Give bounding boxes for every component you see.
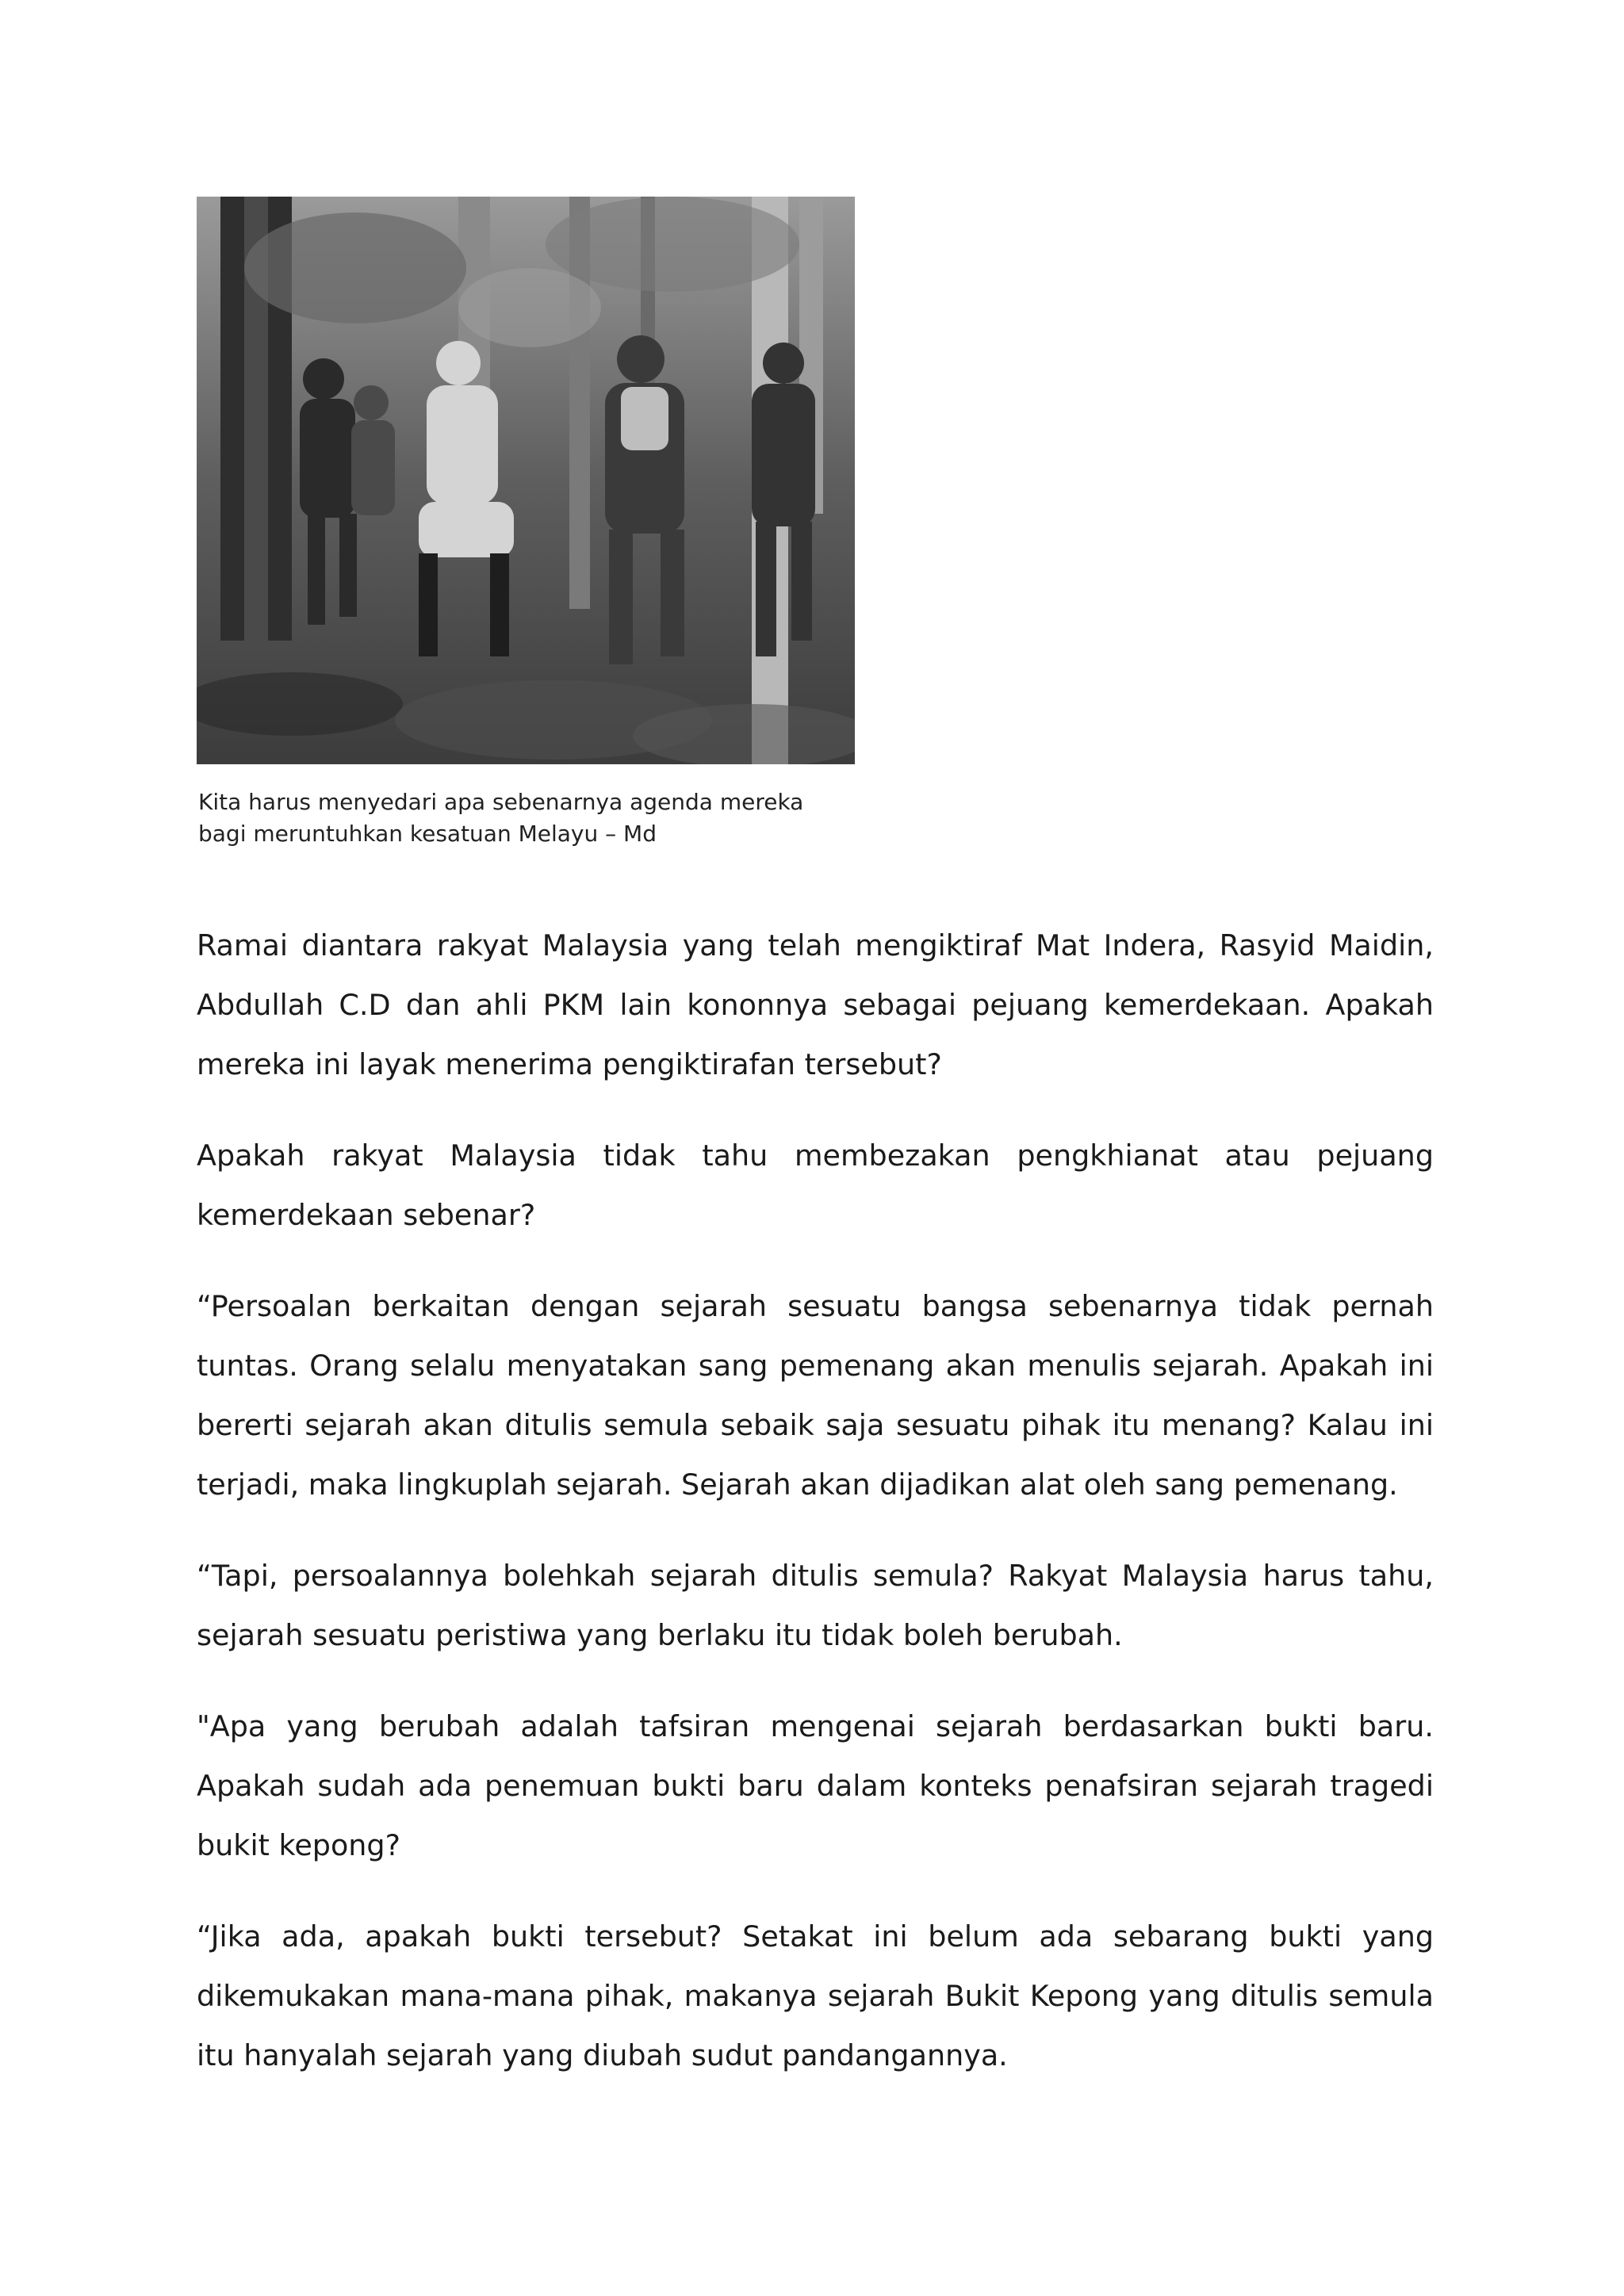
forest-soldiers-photo-icon xyxy=(197,197,855,764)
photo-caption xyxy=(198,786,912,850)
news-photo xyxy=(197,197,855,764)
article-paragraph-2: Apakah rakyat Malaysia tidak tahu membezakan pengkhianat atau pejuang kemerdekaan sebenar? xyxy=(197,1138,1434,1232)
article-paragraph-5: "Apa yang berubah adalah tafsiran mengenai sejarah berdasarkan bukti baru. Apakah sudah ada penemuan bukti baru dalam konteks penafsiran sejarah tragedi bukit kepong? xyxy=(197,1709,1434,1862)
caption-line-2: bagi meruntuhkan kesatuan Melayu – Md xyxy=(198,821,657,847)
article-paragraph-6: “Jika ada, apakah bukti tersebut? Setakat ini belum ada sebarang bukti yang dikemukakan mana-mana pihak, makanya sejarah Bukit Kepong yang ditulis semula itu hanyalah sejarah yang diubah sudut pandangannya. xyxy=(197,1919,1434,2072)
article-paragraph-4: “Tapi, persoalannya bolehkah sejarah ditulis semula? Rakyat Malaysia harus tahu, sejarah sesuatu peristiwa yang berlaku itu tidak boleh berubah. xyxy=(197,1559,1434,1652)
article-paragraph-3: “Persoalan berkaitan dengan sejarah sesuatu bangsa sebenarnya tidak pernah tuntas. Orang selalu menyatakan sang pemenang akan menulis sejarah. Apakah ini bererti sejarah akan ditulis semula sebaik saja sesuatu pihak itu menang? Kalau ini terjadi, maka lingkuplah sejarah. Sejarah akan dijadikan alat oleh sang pemenang. xyxy=(197,1289,1434,1502)
article-paragraph-1: Ramai diantara rakyat Malaysia yang telah mengiktiraf Mat Indera, Rasyid Maidin, Abdullah C.D dan ahli PKM lain kononnya sebagai pejuang kemerdekaan. Apakah mereka ini layak menerima pengiktirafan tersebut? xyxy=(197,928,1434,1081)
article-body xyxy=(197,916,1434,2117)
caption-line-1: Kita harus menyedari apa sebenarnya agenda mereka xyxy=(198,789,804,815)
